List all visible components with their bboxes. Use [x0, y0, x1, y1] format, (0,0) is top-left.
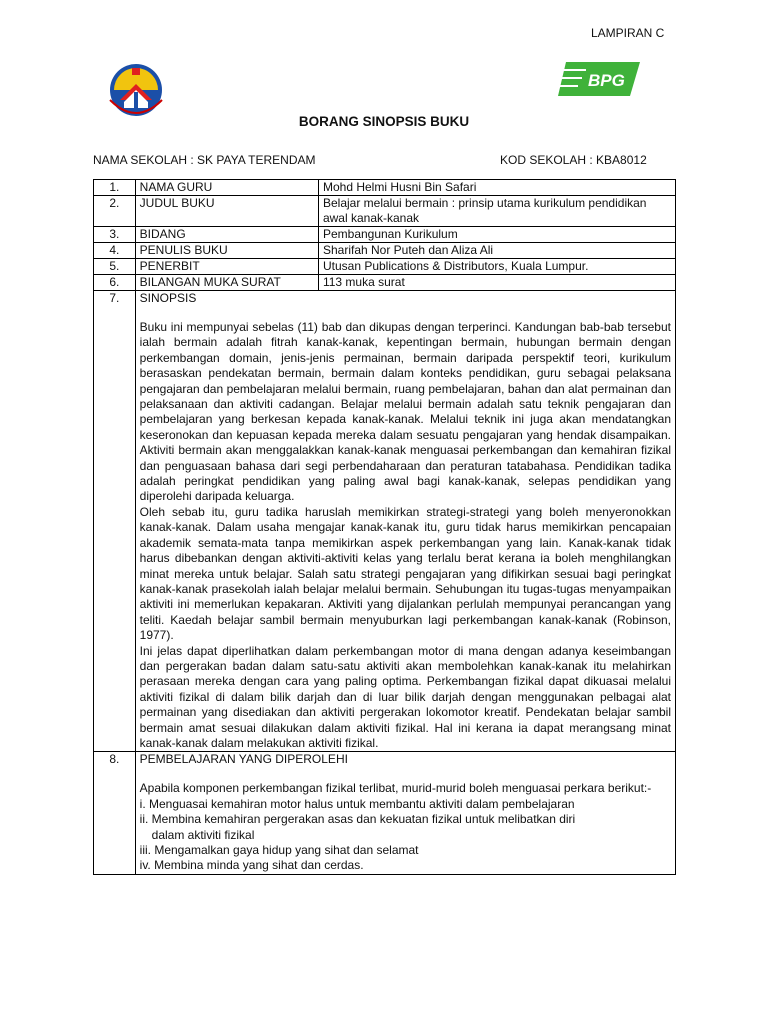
pembelajaran-cell: [135, 752, 675, 874]
bpg-logo-text: BPG: [588, 71, 625, 90]
list-item: iii. Mengamalkan gaya hidup yang sihat dan selamat: [139, 843, 419, 857]
table-row: [94, 275, 676, 291]
sinopsis-heading: SINOPSIS: [139, 291, 197, 305]
row-number: 4.: [94, 243, 136, 259]
sinopsis-cell: [135, 291, 675, 752]
row-label: PENERBIT: [135, 259, 318, 275]
school-code: KOD SEKOLAH : KBA8012: [500, 153, 647, 167]
row-number: 2.: [94, 196, 136, 227]
row-value: Mohd Helmi Husni Bin Safari: [318, 180, 675, 196]
table-row: [94, 243, 676, 259]
pembelajaran-intro: Apabila komponen perkembangan fizikal terlibat, murid-murid boleh menguasai perkara berikut:-: [139, 781, 652, 796]
row-value: Utusan Publications & Distributors, Kuala Lumpur.: [318, 259, 675, 275]
list-item: iv. Membina minda yang sihat dan cerdas.: [139, 858, 364, 873]
school-name: NAMA SEKOLAH : SK PAYA TERENDAM: [93, 153, 316, 167]
table-row: [94, 180, 676, 196]
sinopsis-paragraph: Oleh sebab itu, guru tadika haruslah memikirkan strategi-strategi yang boleh menyeronokkan kanak-kanak. Dalam usaha mengajar kanak-kanak itu, guru tidak harus memikirkan pencapaian akademik semata-mata tanpa memikirkan aspek perkembangan yang lain. Kanak-kanak tidak harus dibebankan dengan aktiviti-aktiviti kelas yang terlalu berat kerana ia boleh menghilangkan minat mereka untuk belajar. Salah satu strategi pengajaran yang difikirkan sesuai bagi peringkat kanak-kanak prasekolah ialah belajar melalui bermain. Sehubungan itu tugas-tugas menyampaikan aktiviti ini memerlukan kepakaran. Aktiviti yang dijalankan perlulah mempunyai perancangan yang teliti. Kaedah belajar sambil bermain menyuburkan lagi perkembangan kanak-kanak (Robinson, 1977).: [139, 504, 671, 643]
list-item: i. Menguasai kemahiran motor halus untuk membantu aktiviti dalam pembelajaran: [139, 796, 575, 811]
synopsis-table: [93, 179, 676, 875]
table-row: [94, 196, 676, 227]
row-number: 8.: [94, 752, 136, 874]
table-row: [94, 259, 676, 275]
row-label: PENULIS BUKU: [135, 243, 318, 259]
row-value: 113 muka surat: [318, 275, 675, 291]
list-item: ii. Membina kemahiran pergerakan asas dan kekuatan fizikal untuk melibatkan diri: [139, 812, 576, 827]
bpg-logo: [556, 58, 642, 100]
form-title: BORANG SINOPSIS BUKU: [298, 114, 470, 129]
row-label: JUDUL BUKU: [135, 196, 318, 227]
pembelajaran-heading: PEMBELAJARAN YANG DIPEROLEHI: [139, 752, 348, 767]
lampiran-label: LAMPIRAN C: [591, 26, 665, 40]
row-number: 3.: [94, 227, 136, 243]
row-value: Belajar melalui bermain : prinsip utama kurikulum pendidikan awal kanak-kanak: [318, 196, 675, 227]
row-number: 1.: [94, 180, 136, 196]
row-label: NAMA GURU: [135, 180, 318, 196]
row-value: Pembangunan Kurikulum: [318, 227, 675, 243]
sinopsis-paragraph: Buku ini mempunyai sebelas (11) bab dan dikupas dengan terperinci. Kandungan bab-bab tersebut ialah bermain adalah fitrah kanak-kanak, kepentingan bermain, hubungan bermain dengan perkembangan domain, jenis-jenis permainan, bermain daripada perspektif teori, kurikulum berasaskan pendekatan bermain, bermain dalam konteks pendidikan, guru sebagai pelaksana pengajaran dan pembelajaran melalui bermain, ruang pembelajaran, bahan dan alat permainan dan pelaksanaan dan aktiviti cadangan. Belajar melalui bermain adalah satu teknik pengajaran dan pembelajaran yang berkesan kepada kanak-kanak. Melalui teknik ini juga akan mendatangkan keseronokan dan kepuasan kepada mereka dalam sesuatu pengajaran yang hendak disampaikan. Aktiviti bermain akan menggalakkan kanak-kanak menguasai perkembangan dan kemahiran fizikal dan penguasaan bahasa dari segi perbendaharaan dan peraturan tatabahasa. Pendidikan tadika adalah peringkat pendidikan yang paling awal bagi kanak-kanak, selepas pendidikan yang diperolehi daripada keluarga.: [139, 320, 671, 504]
row-number: 6.: [94, 275, 136, 291]
row-number: 7.: [94, 291, 136, 752]
table-row: [94, 227, 676, 243]
row-label: BIDANG: [135, 227, 318, 243]
row-number: 5.: [94, 259, 136, 275]
row-label: BILANGAN MUKA SURAT: [135, 275, 318, 291]
row-value: Sharifah Nor Puteh dan Aliza Ali: [318, 243, 675, 259]
pembelajaran-row: [94, 752, 676, 874]
list-item: dalam aktiviti fizikal: [151, 827, 255, 842]
sinopsis-row: [94, 291, 676, 752]
sinopsis-paragraph: Ini jelas dapat diperlihatkan dalam perkembangan motor di mana dengan adanya keseimbangan dan pergerakan badan dalam satu-satu aktiviti akan membolehkan kanak-kanak itu melahirkan perasaan mereka dengan cara yang paling optima. Perkembangan fizikal dapat dikuasai melalui aktiviti fizikal di dalam bilik darjah dan di luar bilik darjah dengan menggunakan pelbagai alat permainan yang disediakan dan aktiviti pergerakan lokomotor kreatif. Pendekatan belajar sambil bermain amat sesuai dilakukan dalam aktiviti fizikal. Hal ini kerana ia dapat merangsang minat kanak-kanak dalam melakukan aktiviti fizikal.: [139, 643, 671, 750]
